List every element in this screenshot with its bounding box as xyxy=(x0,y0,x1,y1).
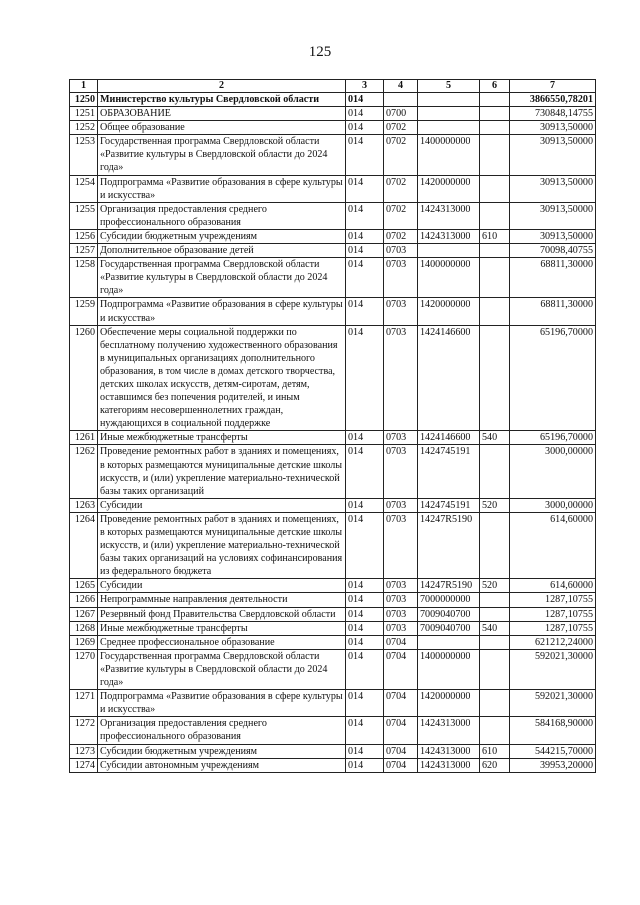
header-col-3: 3 xyxy=(346,80,384,93)
row-section-code: 0704 xyxy=(384,635,418,649)
table-row xyxy=(70,93,596,107)
row-name: Организация предоставления среднего профессионального образования xyxy=(98,717,346,744)
row-name: Иные межбюджетные трансферты xyxy=(98,621,346,635)
row-target-code: 1420000000 xyxy=(418,690,480,717)
row-ved-code: 014 xyxy=(346,512,384,578)
row-section-code: 0700 xyxy=(384,107,418,121)
table-body xyxy=(70,93,596,773)
row-target-code: 1424745191 xyxy=(418,498,480,512)
row-target-code: 1424313000 xyxy=(418,717,480,744)
row-section-code: 0703 xyxy=(384,445,418,498)
row-amount: 621212,24000 xyxy=(510,635,596,649)
header-col-1: 1 xyxy=(70,80,98,93)
row-number: 1254 xyxy=(70,175,98,202)
row-section-code: 0703 xyxy=(384,298,418,325)
row-ved-code: 014 xyxy=(346,121,384,135)
row-ved-code: 014 xyxy=(346,607,384,621)
table-row xyxy=(70,135,596,175)
row-target-code: 1424146600 xyxy=(418,325,480,431)
row-name: Организация предоставления среднего профессионального образования xyxy=(98,202,346,229)
row-section-code: 0703 xyxy=(384,325,418,431)
row-name: Среднее профессиональное образование xyxy=(98,635,346,649)
row-number: 1266 xyxy=(70,593,98,607)
row-expense-type: 610 xyxy=(480,229,510,243)
header-col-5: 5 xyxy=(418,80,480,93)
row-target-code: 1400000000 xyxy=(418,258,480,298)
table-row xyxy=(70,175,596,202)
row-expense-type: 620 xyxy=(480,758,510,772)
row-expense-type xyxy=(480,512,510,578)
row-name: Обеспечение меры социальной поддержки по бесплатному получению художественного образования в муниципальных организациях дополнительного образования, в том числе в домах детского творчества, детских школах искусств, детям-сиротам, детям, оставшимся без попечения родителей, и иным категориям несовершеннолетних граждан, нуждающихся в социальной поддержке xyxy=(98,325,346,431)
row-ved-code: 014 xyxy=(346,298,384,325)
row-number: 1268 xyxy=(70,621,98,635)
row-section-code: 0704 xyxy=(384,744,418,758)
row-target-code: 14247R5190 xyxy=(418,579,480,593)
row-name: Дополнительное образование детей xyxy=(98,244,346,258)
table-row xyxy=(70,298,596,325)
row-target-code: 7009040700 xyxy=(418,621,480,635)
header-col-2: 2 xyxy=(98,80,346,93)
row-expense-type xyxy=(480,258,510,298)
page-number: 125 xyxy=(308,44,332,60)
table-row xyxy=(70,579,596,593)
row-target-code: 7009040700 xyxy=(418,607,480,621)
row-amount: 3000,00000 xyxy=(510,445,596,498)
row-target-code: 1424313000 xyxy=(418,758,480,772)
row-ved-code: 014 xyxy=(346,635,384,649)
row-ved-code: 014 xyxy=(346,445,384,498)
header-col-6: 6 xyxy=(480,80,510,93)
row-number: 1265 xyxy=(70,579,98,593)
row-ved-code: 014 xyxy=(346,717,384,744)
row-amount: 68811,30000 xyxy=(510,298,596,325)
row-target-code: 1424313000 xyxy=(418,229,480,243)
row-number: 1255 xyxy=(70,202,98,229)
table-row xyxy=(70,512,596,578)
table-row xyxy=(70,744,596,758)
row-target-code: 1424146600 xyxy=(418,431,480,445)
row-name: Подпрограмма «Развитие образования в сфере культуры и искусства» xyxy=(98,175,346,202)
row-target-code xyxy=(418,107,480,121)
row-target-code xyxy=(418,93,480,107)
row-section-code: 0702 xyxy=(384,175,418,202)
row-number: 1252 xyxy=(70,121,98,135)
row-ved-code: 014 xyxy=(346,690,384,717)
row-expense-type xyxy=(480,202,510,229)
row-number: 1274 xyxy=(70,758,98,772)
row-ved-code: 014 xyxy=(346,579,384,593)
table-row xyxy=(70,258,596,298)
row-number: 1251 xyxy=(70,107,98,121)
row-number: 1257 xyxy=(70,244,98,258)
table-row xyxy=(70,121,596,135)
row-ved-code: 014 xyxy=(346,175,384,202)
row-expense-type xyxy=(480,607,510,621)
header-col-7: 7 xyxy=(510,80,596,93)
row-section-code: 0703 xyxy=(384,607,418,621)
row-expense-type xyxy=(480,135,510,175)
row-target-code: 1400000000 xyxy=(418,649,480,689)
row-expense-type xyxy=(480,107,510,121)
row-ved-code: 014 xyxy=(346,621,384,635)
row-ved-code: 014 xyxy=(346,135,384,175)
row-target-code: 14247R5190 xyxy=(418,512,480,578)
row-section-code: 0703 xyxy=(384,244,418,258)
table-row xyxy=(70,621,596,635)
row-expense-type xyxy=(480,121,510,135)
row-amount: 544215,70000 xyxy=(510,744,596,758)
row-section-code: 0703 xyxy=(384,593,418,607)
table-row xyxy=(70,593,596,607)
row-amount: 1287,10755 xyxy=(510,593,596,607)
row-number: 1269 xyxy=(70,635,98,649)
row-section-code: 0702 xyxy=(384,135,418,175)
row-number: 1273 xyxy=(70,744,98,758)
row-section-code: 0703 xyxy=(384,498,418,512)
row-expense-type: 540 xyxy=(480,621,510,635)
row-number: 1260 xyxy=(70,325,98,431)
table-row xyxy=(70,717,596,744)
row-amount: 584168,90000 xyxy=(510,717,596,744)
row-expense-type xyxy=(480,593,510,607)
row-expense-type xyxy=(480,445,510,498)
row-name: Министерство культуры Свердловской области xyxy=(98,93,346,107)
row-amount: 65196,70000 xyxy=(510,325,596,431)
row-number: 1270 xyxy=(70,649,98,689)
row-number: 1259 xyxy=(70,298,98,325)
header-row xyxy=(70,80,596,93)
row-name: Субсидии автономным учреждениям xyxy=(98,758,346,772)
row-target-code xyxy=(418,635,480,649)
row-number: 1267 xyxy=(70,607,98,621)
row-number: 1253 xyxy=(70,135,98,175)
row-expense-type: 610 xyxy=(480,744,510,758)
table-row xyxy=(70,758,596,772)
row-ved-code: 014 xyxy=(346,258,384,298)
row-ved-code: 014 xyxy=(346,244,384,258)
row-name: Субсидии xyxy=(98,579,346,593)
row-section-code: 0702 xyxy=(384,121,418,135)
row-name: Иные межбюджетные трансферты xyxy=(98,431,346,445)
row-expense-type: 520 xyxy=(480,579,510,593)
row-amount: 30913,50000 xyxy=(510,229,596,243)
row-name: Государственная программа Свердловской области «Развитие культуры в Свердловской области до 2024 года» xyxy=(98,649,346,689)
budget-table xyxy=(69,79,596,773)
row-target-code: 1420000000 xyxy=(418,175,480,202)
table-row xyxy=(70,649,596,689)
row-target-code: 1424313000 xyxy=(418,744,480,758)
row-amount: 614,60000 xyxy=(510,579,596,593)
row-name: Резервный фонд Правительства Свердловской области xyxy=(98,607,346,621)
row-ved-code: 014 xyxy=(346,229,384,243)
table-row xyxy=(70,107,596,121)
row-section-code: 0703 xyxy=(384,579,418,593)
row-amount: 65196,70000 xyxy=(510,431,596,445)
row-name: Государственная программа Свердловской области «Развитие культуры в Свердловской области до 2024 года» xyxy=(98,135,346,175)
row-amount: 70098,40755 xyxy=(510,244,596,258)
row-amount: 30913,50000 xyxy=(510,121,596,135)
table-row xyxy=(70,202,596,229)
row-section-code: 0703 xyxy=(384,621,418,635)
row-number: 1256 xyxy=(70,229,98,243)
row-target-code: 7000000000 xyxy=(418,593,480,607)
row-number: 1261 xyxy=(70,431,98,445)
row-amount: 30913,50000 xyxy=(510,202,596,229)
row-expense-type xyxy=(480,635,510,649)
row-number: 1263 xyxy=(70,498,98,512)
table-row xyxy=(70,445,596,498)
row-amount: 1287,10755 xyxy=(510,607,596,621)
row-name: Субсидии бюджетным учреждениям xyxy=(98,229,346,243)
row-number: 1258 xyxy=(70,258,98,298)
row-name: Проведение ремонтных работ в зданиях и помещениях, в которых размещаются муниципальные детские школы искусств, и (или) укрепление материально-технической базы таких организаций на условиях софинансирования из федерального бюджета xyxy=(98,512,346,578)
row-amount: 68811,30000 xyxy=(510,258,596,298)
row-amount: 3000,00000 xyxy=(510,498,596,512)
row-name: Субсидии бюджетным учреждениям xyxy=(98,744,346,758)
row-section-code: 0703 xyxy=(384,431,418,445)
table-row xyxy=(70,244,596,258)
row-target-code: 1424313000 xyxy=(418,202,480,229)
row-amount: 592021,30000 xyxy=(510,649,596,689)
row-number: 1272 xyxy=(70,717,98,744)
row-section-code: 0704 xyxy=(384,717,418,744)
header-col-4: 4 xyxy=(384,80,418,93)
row-ved-code: 014 xyxy=(346,758,384,772)
row-number: 1271 xyxy=(70,690,98,717)
row-name: Непрограммные направления деятельности xyxy=(98,593,346,607)
row-target-code xyxy=(418,121,480,135)
row-number: 1250 xyxy=(70,93,98,107)
row-expense-type: 540 xyxy=(480,431,510,445)
row-target-code: 1400000000 xyxy=(418,135,480,175)
row-name: Подпрограмма «Развитие образования в сфере культуры и искусства» xyxy=(98,298,346,325)
row-name: Проведение ремонтных работ в зданиях и помещениях, в которых размещаются муниципальные детские школы искусств, и (или) укрепление материально-технической базы таких организаций xyxy=(98,445,346,498)
row-name: ОБРАЗОВАНИЕ xyxy=(98,107,346,121)
row-section-code: 0703 xyxy=(384,258,418,298)
table-row xyxy=(70,431,596,445)
row-name: Общее образование xyxy=(98,121,346,135)
row-section-code: 0704 xyxy=(384,758,418,772)
row-target-code xyxy=(418,244,480,258)
table-row xyxy=(70,498,596,512)
row-ved-code: 014 xyxy=(346,325,384,431)
row-name: Подпрограмма «Развитие образования в сфере культуры и искусства» xyxy=(98,690,346,717)
row-section-code: 0702 xyxy=(384,202,418,229)
row-name: Государственная программа Свердловской области «Развитие культуры в Свердловской области до 2024 года» xyxy=(98,258,346,298)
row-section-code: 0704 xyxy=(384,690,418,717)
row-amount: 30913,50000 xyxy=(510,135,596,175)
row-amount: 592021,30000 xyxy=(510,690,596,717)
row-expense-type xyxy=(480,717,510,744)
row-section-code: 0702 xyxy=(384,229,418,243)
row-amount: 730848,14755 xyxy=(510,107,596,121)
row-expense-type xyxy=(480,298,510,325)
row-amount: 3866550,78201 xyxy=(510,93,596,107)
row-ved-code: 014 xyxy=(346,744,384,758)
row-ved-code: 014 xyxy=(346,107,384,121)
row-expense-type xyxy=(480,649,510,689)
row-target-code: 1420000000 xyxy=(418,298,480,325)
row-expense-type xyxy=(480,175,510,202)
row-section-code: 0704 xyxy=(384,649,418,689)
row-amount: 614,60000 xyxy=(510,512,596,578)
row-amount: 1287,10755 xyxy=(510,621,596,635)
row-ved-code: 014 xyxy=(346,498,384,512)
row-ved-code: 014 xyxy=(346,93,384,107)
table-row xyxy=(70,325,596,431)
row-section-code: 0703 xyxy=(384,512,418,578)
row-amount: 39953,20000 xyxy=(510,758,596,772)
row-section-code xyxy=(384,93,418,107)
row-expense-type xyxy=(480,690,510,717)
row-expense-type xyxy=(480,244,510,258)
table-row xyxy=(70,607,596,621)
table-row xyxy=(70,635,596,649)
row-ved-code: 014 xyxy=(346,593,384,607)
row-number: 1264 xyxy=(70,512,98,578)
row-ved-code: 014 xyxy=(346,202,384,229)
row-amount: 30913,50000 xyxy=(510,175,596,202)
row-ved-code: 014 xyxy=(346,431,384,445)
row-expense-type xyxy=(480,93,510,107)
table-row xyxy=(70,690,596,717)
row-target-code: 1424745191 xyxy=(418,445,480,498)
table-row xyxy=(70,229,596,243)
row-name: Субсидии xyxy=(98,498,346,512)
row-expense-type xyxy=(480,325,510,431)
row-ved-code: 014 xyxy=(346,649,384,689)
row-expense-type: 520 xyxy=(480,498,510,512)
row-number: 1262 xyxy=(70,445,98,498)
